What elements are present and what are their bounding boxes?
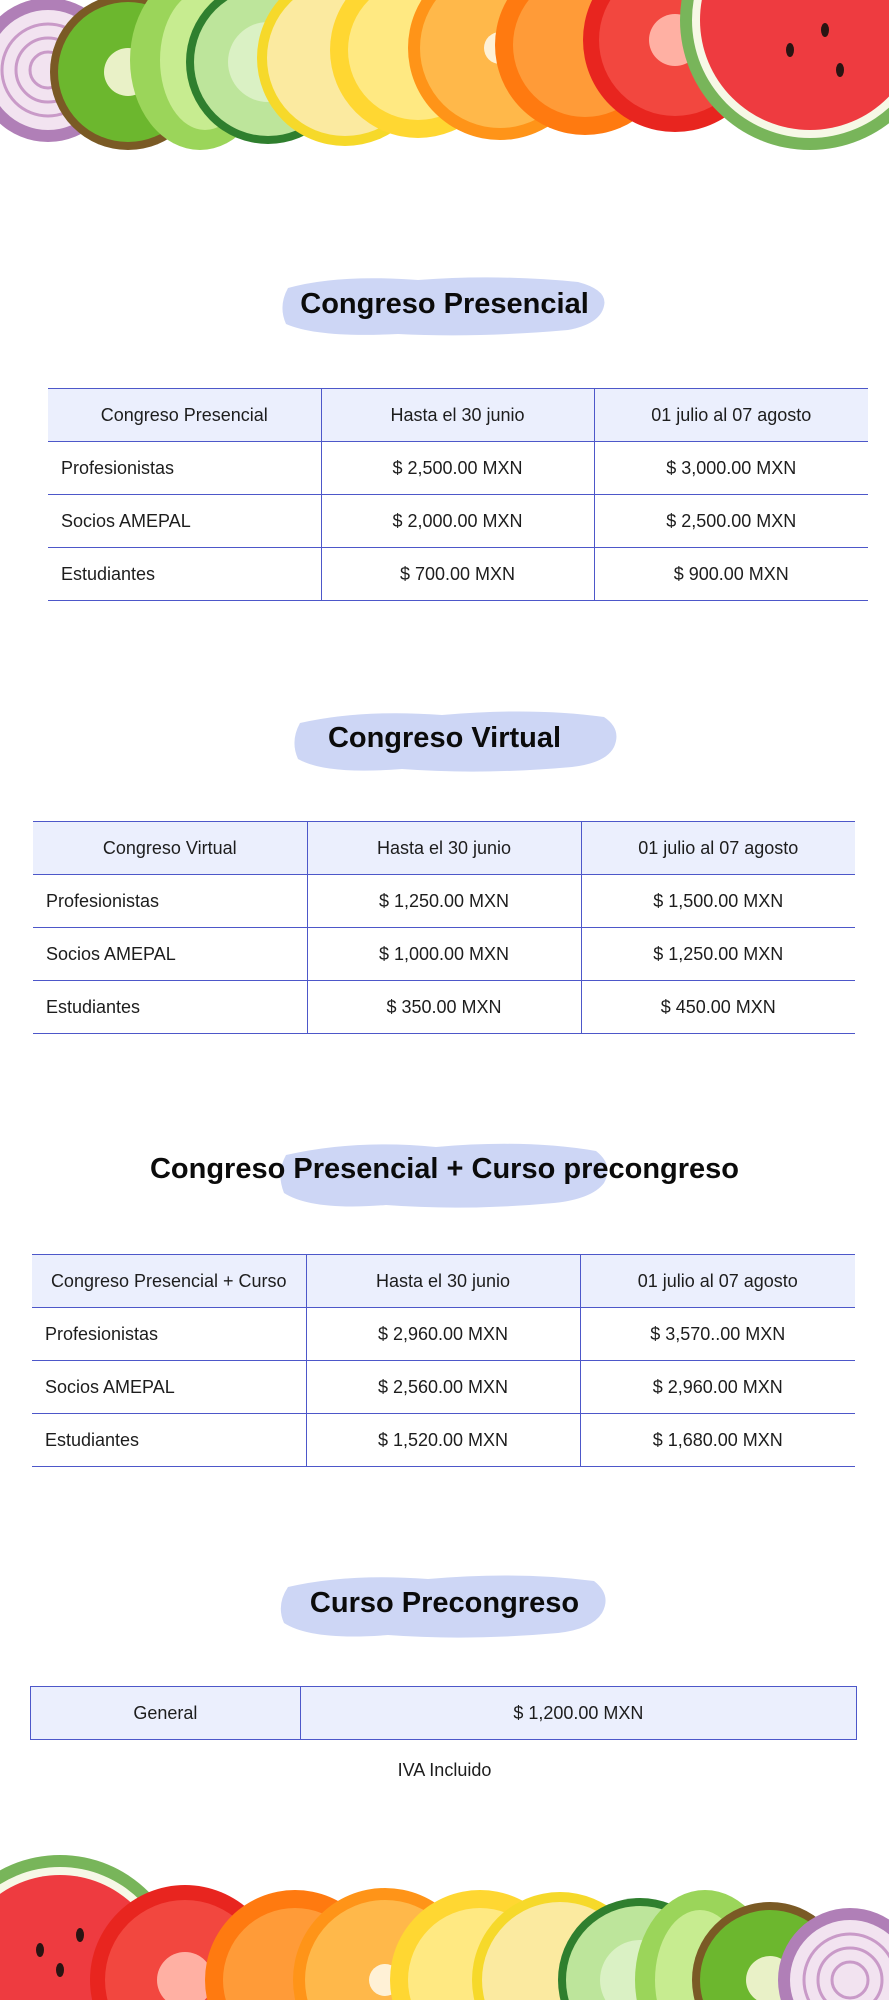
row-label: Estudiantes bbox=[33, 981, 307, 1034]
early-price: $ 2,000.00 MXN bbox=[321, 495, 594, 548]
row-label: General bbox=[31, 1687, 301, 1740]
table-row bbox=[31, 1687, 857, 1740]
early-price: $ 2,500.00 MXN bbox=[321, 442, 594, 495]
table-row bbox=[33, 928, 855, 981]
header-late: 01 julio al 07 agosto bbox=[581, 822, 855, 875]
late-price: $ 1,680.00 MXN bbox=[580, 1414, 855, 1467]
late-price: $ 3,570..00 MXN bbox=[580, 1308, 855, 1361]
table-row bbox=[33, 981, 855, 1034]
table-header-row bbox=[33, 822, 855, 875]
late-price: $ 2,500.00 MXN bbox=[594, 495, 868, 548]
table-row bbox=[48, 442, 868, 495]
early-price: $ 2,560.00 MXN bbox=[306, 1361, 580, 1414]
table-row bbox=[32, 1361, 855, 1414]
late-price: $ 3,000.00 MXN bbox=[594, 442, 868, 495]
header-late: 01 julio al 07 agosto bbox=[594, 389, 868, 442]
fruit-banner-top-image bbox=[0, 0, 889, 160]
table-row bbox=[48, 495, 868, 548]
header-category: Congreso Virtual bbox=[33, 822, 307, 875]
header-category: Congreso Presencial bbox=[48, 389, 321, 442]
row-label: Profesionistas bbox=[32, 1308, 306, 1361]
early-price: $ 700.00 MXN bbox=[321, 548, 594, 601]
early-price: $ 350.00 MXN bbox=[307, 981, 581, 1034]
header-early: Hasta el 30 junio bbox=[306, 1255, 580, 1308]
late-price: $ 450.00 MXN bbox=[581, 981, 855, 1034]
early-price: $ 1,520.00 MXN bbox=[306, 1414, 580, 1467]
row-label: Socios AMEPAL bbox=[33, 928, 307, 981]
price-table-virtual bbox=[33, 821, 855, 1034]
late-price: $ 1,500.00 MXN bbox=[581, 875, 855, 928]
late-price: $ 1,250.00 MXN bbox=[581, 928, 855, 981]
header-early: Hasta el 30 junio bbox=[307, 822, 581, 875]
early-price: $ 1,250.00 MXN bbox=[307, 875, 581, 928]
row-label: Profesionistas bbox=[33, 875, 307, 928]
table-header-row bbox=[48, 389, 868, 442]
section-title-curso-precongreso: Curso Precongreso bbox=[309, 1587, 580, 1619]
price-table-presencial bbox=[48, 388, 868, 601]
table-header-row bbox=[32, 1255, 855, 1308]
tax-note: IVA Incluido bbox=[397, 1760, 492, 1780]
fruit-banner-bottom bbox=[0, 1840, 889, 2000]
fruit-banner-top bbox=[0, 0, 889, 160]
early-price: $ 1,000.00 MXN bbox=[307, 928, 581, 981]
table-row bbox=[48, 548, 868, 601]
section-title-presencial: Congreso Presencial bbox=[300, 288, 589, 320]
row-label: Socios AMEPAL bbox=[32, 1361, 306, 1414]
early-price: $ 2,960.00 MXN bbox=[306, 1308, 580, 1361]
late-price: $ 900.00 MXN bbox=[594, 548, 868, 601]
row-label: Estudiantes bbox=[48, 548, 321, 601]
header-early: Hasta el 30 junio bbox=[321, 389, 594, 442]
section-title-virtual: Congreso Virtual bbox=[327, 722, 562, 754]
table-row bbox=[32, 1308, 855, 1361]
table-row bbox=[32, 1414, 855, 1467]
course-price: $ 1,200.00 MXN bbox=[300, 1687, 856, 1740]
late-price: $ 2,960.00 MXN bbox=[580, 1361, 855, 1414]
row-label: Estudiantes bbox=[32, 1414, 306, 1467]
row-label: Socios AMEPAL bbox=[48, 495, 321, 548]
price-table-curso bbox=[30, 1686, 857, 1740]
price-table-presencial-curso bbox=[32, 1254, 855, 1467]
fruit-banner-bottom-image bbox=[0, 1840, 889, 2000]
header-category: Congreso Presencial + Curso bbox=[32, 1255, 306, 1308]
section-title-presencial-curso: Congreso Presencial + Curso precongreso bbox=[149, 1153, 740, 1185]
header-late: 01 julio al 07 agosto bbox=[580, 1255, 855, 1308]
table-row bbox=[33, 875, 855, 928]
row-label: Profesionistas bbox=[48, 442, 321, 495]
